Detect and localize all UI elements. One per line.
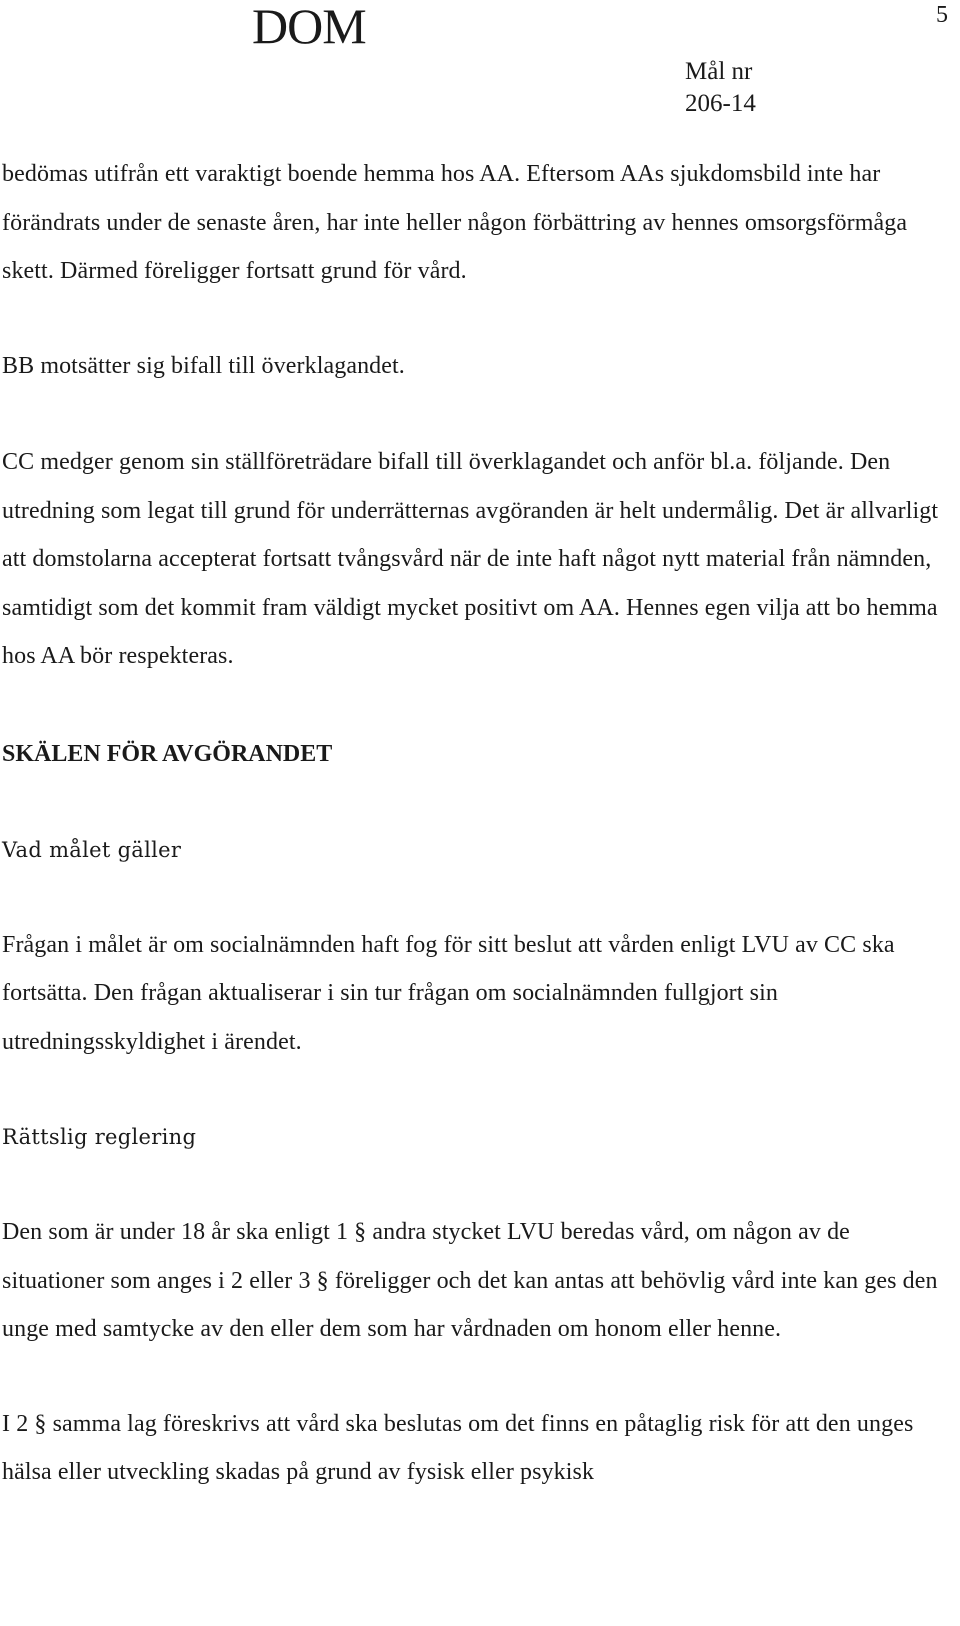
paragraph-cc-position: CC medger genom sin ställföreträdare bifall till överklagandet och anför bl.a. följande. Den utredning som legat till grund för underrätternas avgöranden är helt undermålig. Det är allvarligt att domstolarna accepterat fortsatt tvångsvård när de inte haft något nytt material från nämnden, samtidigt som det kommit fram väldigt mycket positivt om AA. Hennes egen vilja att bo hemma hos AA bör respekteras.: [2, 449, 939, 669]
paragraph-question: Frågan i målet är om socialnämnden haft fog för sitt beslut att vården enligt LVU av CC ska fortsätta. Den frågan aktualiserar i sin tur frågan om socialnämnden fullgjort sin utredningsskyldighet i ärendet.: [2, 931, 895, 1055]
paragraph-continuation: bedömas utifrån ett varaktigt boende hemma hos AA. Eftersom AAs sjukdomsbild inte har förändrats under de senaste åren, har inte heller någon förbättring av hennes omsorgsförmåga skett. Därmed föreligger fortsatt grund för vård.: [2, 161, 908, 284]
page-number: 5: [936, 2, 948, 28]
paragraph-section-2: I 2 § samma lag föreskrivs att vård ska beslutas om det finns en påtaglig risk för att den unges hälsa eller utveckling skadas på grund av fysisk eller psykisk: [2, 1410, 914, 1485]
case-label: Mål nr: [685, 58, 753, 85]
paragraph-section-1: Den som är under 18 år ska enligt 1 § andra stycket LVU beredas vård, om någon av de situationer som anges i 2 eller 3 § föreligger och det kan antas att behövlig vård inte kan ges den unge med samtycke av den eller dem som har vårdnaden om honom eller henne.: [2, 1219, 938, 1342]
document-title: DOM: [252, 0, 366, 54]
subheading-case-matter: Vad målet gäller: [2, 837, 182, 862]
document-body: [2, 150, 950, 1497]
subheading-legal-regulation: Rättslig reglering: [2, 1125, 197, 1149]
section-heading: SKÄLEN FÖR AVGÖRANDET: [2, 740, 333, 767]
case-number: 206-14: [685, 90, 756, 117]
paragraph-bb-position: BB motsätter sig bifall till överklagandet.: [2, 352, 405, 379]
